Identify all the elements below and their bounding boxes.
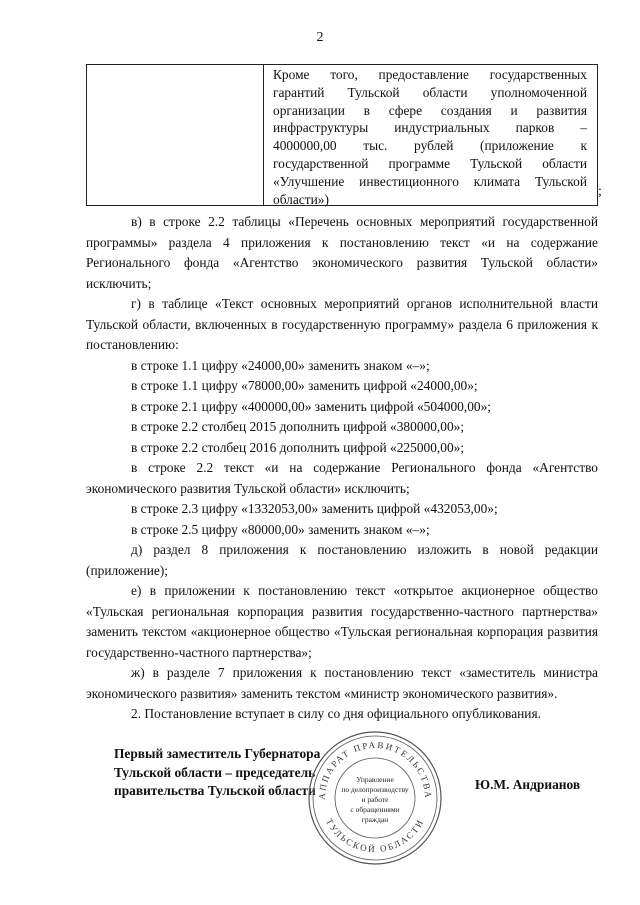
signature-title-line: правительства Тульской области bbox=[114, 783, 316, 798]
stamp-inner-line: по делопроизводству bbox=[341, 785, 409, 794]
signature-name: Ю.М. Андрианов bbox=[475, 777, 581, 792]
paragraph-item: в строке 2.2 текст «и на содержание Регионального фонда «Агентство экономического развития Тульской области» исключить; bbox=[86, 460, 598, 496]
paragraph-item: в строке 1.1 цифру «78000,00» заменить цифрой «24000,00»; bbox=[131, 378, 478, 393]
table-line: 4000000,00 тыс. рублей (приложение к bbox=[273, 138, 587, 154]
page-number: 2 bbox=[316, 30, 324, 45]
paragraph-item: в строке 2.2 столбец 2015 дополнить цифрой «380000,00»; bbox=[131, 419, 465, 434]
paragraph-e: е) в приложении к постановлению текст «открытое акционерное общество «Тульская региональная корпорация развития государственно-частного партнерства» заменить текстом «акционерное общество «Тульская региональная корпорация развития государственно-частного партнерства»; bbox=[86, 583, 598, 660]
table-fragment bbox=[86, 64, 598, 206]
stamp-seal bbox=[305, 728, 445, 868]
table-line: организации в сфере создания и развития bbox=[273, 102, 587, 118]
paragraph-item: в строке 2.3 цифру «1332053,00» заменить цифрой «432053,00»; bbox=[131, 501, 498, 516]
paragraph-d: д) раздел 8 приложения к постановлению изложить в новой редакции (приложение); bbox=[86, 542, 598, 578]
stamp-inner-line: Управление bbox=[356, 775, 394, 784]
table-line: Кроме того, предоставление государственных bbox=[273, 67, 587, 82]
table-column-divider bbox=[263, 65, 264, 205]
paragraph-item: в строке 1.1 цифру «24000,00» заменить знаком «–»; bbox=[131, 357, 430, 373]
signature-title-line: Тульской области – председатель bbox=[114, 764, 316, 780]
paragraph-item: в строке 2.2 столбец 2016 дополнить цифрой «225000,00»; bbox=[131, 439, 465, 455]
stamp-inner-line: граждан bbox=[361, 815, 389, 824]
table-line: государственной программе Тульской области bbox=[273, 155, 587, 171]
signature-title-line: Первый заместитель Губернатора bbox=[114, 746, 321, 761]
paragraph-g: г) в таблице «Текст основных мероприятий органов исполнительной власти Тульской области, включенных в государственную программу» раздела 6 приложения к постановлению: bbox=[86, 296, 598, 352]
table-line: инфраструктуры индустриальных парков – bbox=[273, 120, 587, 136]
paragraph-effective: 2. Постановление вступает в силу со дня официального опубликования. bbox=[131, 706, 541, 721]
table-line: «Улучшение инвестиционного климата Тульской bbox=[273, 173, 587, 189]
stamp-inner-line: и работе bbox=[361, 795, 389, 804]
paragraph-zh: ж) в разделе 7 приложения к постановлению текст «заместитель министра экономического развития» заменить текстом «министр экономического развития». bbox=[86, 665, 598, 701]
paragraph-item: в строке 2.5 цифру «80000,00» заменить знаком «–»; bbox=[131, 521, 430, 537]
paragraph-item: в строке 2.1 цифру «400000,00» заменить цифрой «504000,00»; bbox=[131, 398, 492, 414]
table-cell-text bbox=[273, 66, 587, 208]
paragraph-v: в) в строке 2.2 таблицы «Перечень основных мероприятий государственной программы» раздела 4 приложения к постановлению текст «и на содержание Регионального фонда «Агентство экономического развития Тульской области» исключить; bbox=[86, 214, 598, 291]
table-line: области») bbox=[273, 191, 329, 207]
stamp-ring-top: АППАРАТ ПРАВИТЕЛЬСТВА bbox=[316, 739, 434, 800]
table-line: гарантий Тульской области уполномоченной bbox=[273, 84, 587, 100]
body-text bbox=[86, 212, 598, 725]
signature-title bbox=[114, 745, 320, 801]
stamp-inner-line: с обращениями bbox=[350, 805, 400, 814]
stamp-ring-bottom: ТУЛЬСКОЙ ОБЛАСТИ bbox=[324, 816, 426, 855]
table-trailing-semicolon: ; bbox=[598, 184, 602, 199]
